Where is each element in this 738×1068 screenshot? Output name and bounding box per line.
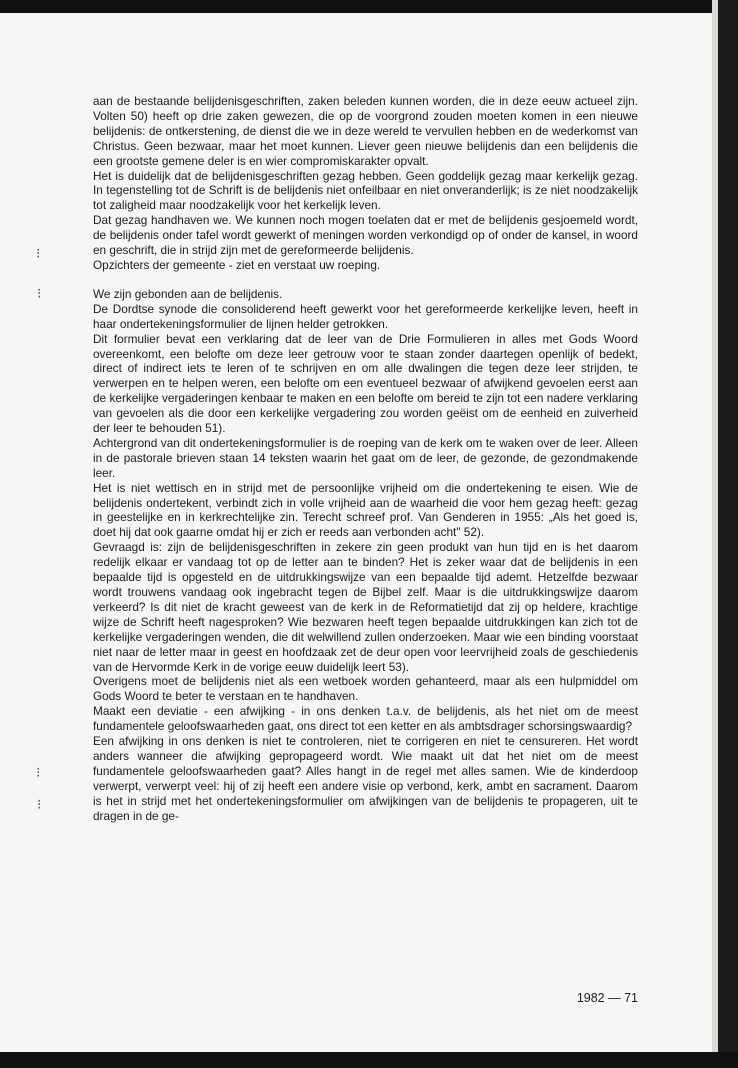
paragraph: Gevraagd is: zijn de belijdenisgeschriften in zekere zin geen produkt van hun tijd en is het daarom redelijk elkaar er vandaag tot op de letter aan te binden? Het is zeker waar dat de belijdenis in een bepaalde tijd is opgesteld en de uitdrukkingswijze van een bepaalde tijd ademt. Hetzelfde bezwaar wordt trouwens vandaag ook ingebracht tegen de Bijbel zelf. Maar is die uitdrukkingswijze daarom verkeerd? Is dit niet de kracht geweest van de kerk in de Reformatietijd dat zij op heldere, krachtige wijze de Schrift heeft nagesproken? Wie bezwaren heeft tegen bepaalde uitdrukkingen kan zich tot de kerkelijke vergaderingen wenden, die dit welwillend zullen onderzoeken. Maar wie een binding voorstaat niet naar de letter maar in geest en hoofdzaak zet de deur open voor leervrijheid zoals de geschiedenis van de Hervormde Kerk in de vorige eeuw duidelijk leert 53). [93, 540, 638, 674]
paragraph: Overigens moet de belijdenis niet als een wetboek worden gehanteerd, maar als een hulpmiddel om Gods Woord te beter te verstaan en te handhaven. [93, 674, 638, 704]
scan-border-top [0, 0, 738, 13]
paragraph: De Dordtse synode die consoliderend heeft gewerkt voor het gereformeerde kerkelijke leven, heeft in haar ondertekeningsformulier de lijnen helder getrokken. [93, 301, 638, 331]
paragraph: Achtergrond van dit ondertekeningsformulier is de roeping van de kerk om te waken over de leer. Alleen in de pastorale brieven staan 14 teksten waarin het gaat om de leer, de gezonde, de gezondmakende leer. [93, 435, 638, 480]
binding-mark-icon: ⁝ [36, 246, 41, 262]
paragraph: We zijn gebonden aan de belijdenis. [93, 286, 283, 301]
paragraph: Opzichters der gemeente - ziet en verstaat uw roeping. [93, 257, 381, 272]
paragraph: Dit formulier bevat een verklaring dat de leer van de Drie Formulieren in alles met Gods Woord overeenkomt, een belofte om deze leer getrouw voor te staan zonder daartegen openlijk of bedekt, direct of indirect iets te leren of te schrijven en om alle dwalingen die tegen deze leer strijden, te verwerpen en te helpen weren, een belofte om een eventueel bezwaar of afwijkend gevoelen eerst aan de kerkelijke vergaderingen kenbaar te maken en een belofte om bereid te zijn tot een nadere verklaring van gevoelen als die door een kerkelijke vergadering zou worden geëist om de eenheid en zuiverheid der leer te behouden 51). [93, 331, 638, 436]
page-number: 1982 — 71 [576, 991, 638, 1005]
scan-border-bottom [0, 1052, 738, 1068]
scan-border-right [718, 0, 738, 1068]
body-text [93, 94, 638, 824]
paragraph: Dat gezag handhaven we. We kunnen noch mogen toelaten dat er met de belijdenis gesjoemeld wordt, de belijdenis onder tafel wordt gewerkt of meningen worden verkondigd op of onder de kansel, in woord en geschrift, die in strijd zijn met de gereformeerde belijdenis. [93, 213, 638, 258]
paragraph: aan de bestaande belijdenisgeschriften, zaken beleden kunnen worden, die in deze eeuw actueel zijn. Volten 50) heeft op drie zaken gewezen, die op de voorgrond zouden moeten komen in een nieuwe belijdenis: de ontkerstening, de dienst die we in deze wereld te vervullen hebben en de wederkomst van Christus. Geen bezwaar, maar het moet kunnen. Liever geen nieuwe belijdenis dan een belijdenis die een grootste gemene deler is en wier compromiskarakter opvalt. [93, 94, 638, 168]
paragraph: Een afwijking in ons denken is niet te controleren, niet te corrigeren en niet te censureren. Het wordt anders wanneer die afwijking gepropageerd wordt. Wie maakt uit dat het niet om de meest fundamentele geloofswaarheden gaat? Alles hangt in de regel met alles samen. Wie de kinderdoop verwerpt, verwerpt veel: hij of zij heeft een andere visie op verbond, kerk, ambt en sacrament. Daarom is het in strijd met het ondertekeningsformulier om afwijkingen van de belijdenis te propageren, uit te dragen in de ge- [93, 734, 638, 823]
binding-mark-icon: ⁝ [37, 286, 42, 302]
binding-mark-icon: ⁝ [36, 765, 41, 781]
paragraph: Het is duidelijk dat de belijdenisgeschriften gezag hebben. Geen goddelijk gezag maar kerkelijk gezag. In tegenstelling tot de Schrift is de belijdenis niet onfeilbaar en niet onveranderlijk; is ze niet noodzakelijk tot zaligheid maar noodzakelijk voor het kerkelijk leven. [93, 168, 638, 213]
paragraph: Het is niet wettisch en in strijd met de persoonlijke vrijheid om die ondertekening te eisen. Wie de belijdenis ondertekent, verbindt zich in volle vrijheid aan de waarheid die voor hem gezag heeft: gezag in geestelijke en in kerkrechtelijke zin. Terecht schreef prof. Van Genderen in 1955: „Als het goed is, doet hij dat ook gaarne omdat hij er zich er reeds aan verbonden acht" 52). [93, 480, 638, 540]
paragraph: Maakt een deviatie - een afwijking - in ons denken t.a.v. de belijdenis, als het niet om de meest fundamentele geloofswaarheden gaat, ons direct tot een ketter en als ambtsdrager schorsingswaardig? [93, 704, 638, 734]
binding-mark-icon: ⁝ [37, 797, 42, 813]
